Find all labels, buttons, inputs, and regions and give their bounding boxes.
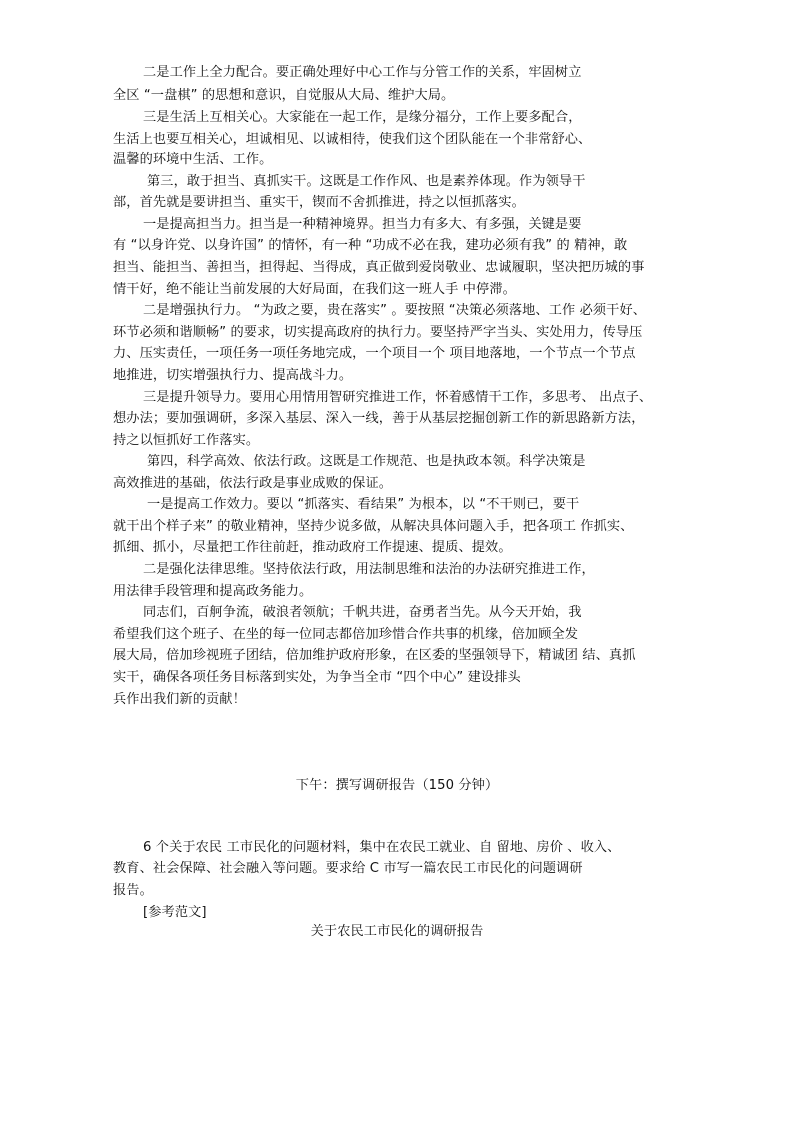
reference-label: [参考范文] — [143, 905, 207, 920]
paragraph-line: 地推进，切实增强执行力、提高战斗力。 — [113, 368, 353, 383]
paragraph-line: 全区 “一盘棋” 的思想和意识，自觉服从大局、维护大局。 — [113, 88, 455, 103]
paragraph-line: 情干好，绝不能让当前发展的大好局面，在我们这一班人手 中停滞。 — [113, 282, 516, 297]
paragraph-line: 温馨的环境中生活、工作。 — [113, 152, 273, 167]
paragraph-line: 力、压实责任，一项任务一项任务地完成，一个项目一个 项目地落地，一个节点一个节点 — [113, 346, 636, 361]
paragraph-line: 二是工作上全力配合。要正确处理好中心工作与分管工作的关系，牢固树立 — [143, 65, 582, 80]
task-line: 报告。 — [113, 883, 153, 898]
paragraph-line: 实干，确保各项任务目标落到实处，为争当全市 “四个中心” 建设排头 — [113, 670, 521, 685]
paragraph-line: 就干出个样子来” 的敬业精神，坚持少说多做，从解决具体问题入手，把各项工 作抓实、 — [113, 519, 634, 534]
paragraph-line: 抓细、抓小，尽量把工作往前赶，推动政府工作提速、提质、提效。 — [113, 540, 512, 555]
report-title: 关于农民工市民化的调研报告 — [310, 924, 484, 939]
paragraph-line: 三是提升领导力。要用心用情用智研究推进工作，怀着感情干工作，多思考、 出点子、 — [143, 390, 653, 405]
paragraph-line: 想办法；要加强调研，多深入基层、深入一线，善于从基层挖掘创新工作的新思路新方法， — [113, 411, 645, 426]
paragraph-line: 有 “以身许党、以身许国” 的情怀，有一种 “功成不必在我，建功必须有我” 的 精神，敢 — [113, 238, 628, 253]
paragraph-line: 部，首先就是要讲担当、重实干，锲而不舍抓推进，持之以恒抓落实。 — [113, 195, 525, 210]
paragraph-line: 一是提高工作效力。要以 “抓落实、看结果” 为根本，以 “不干则已，要干 — [147, 497, 580, 512]
paragraph-line: 高效推进的基础，依法行政是事业成败的保证。 — [113, 476, 393, 491]
paragraph-line: 同志们，百舸争流，破浪者领航；千帆共进，奋勇者当先。从今天开始，我 — [143, 605, 582, 620]
paragraph-line: 一是提高担当力。担当是一种精神境界。担当力有多大、有多强，关键是要 — [143, 217, 582, 232]
section-heading-line: 第三，敢于担当、真抓实干。这既是工作作风、也是素养体现。作为领导干 — [147, 174, 586, 189]
paragraph-line: 希望我们这个班子、在坐的每一位同志都倍加珍惜合作共事的机缘，倍加顾全发 — [113, 627, 579, 642]
section-heading-line: 第四，科学高效、依法行政。这既是工作规范、也是执政本领。科学决策是 — [147, 454, 586, 469]
paragraph-line: 担当、能担当、善担当，担得起、当得成，真正做到爱岗敬业、忠诚履职，坚决把历城的事 — [113, 260, 645, 275]
task-line: 6 个关于农民 工市民化的问题材料，集中在农民工就业、自 留地、房价 、收入、 — [143, 840, 621, 855]
paragraph-line: 二是增强执行力。 “为政之要，贵在落实” 。要按照 “决策必须落地、工作 必须干好、 — [143, 303, 647, 318]
paragraph-line: 二是强化法律思维。坚持依法行政，用法制思维和法治的办法研究推进工作， — [143, 562, 595, 577]
paragraph-line: 三是生活上互相关心。大家能在一起工作，是缘分福分，工作上要多配合， — [143, 110, 582, 125]
afternoon-heading: 下午：撰写调研报告（150 分钟） — [295, 778, 499, 793]
paragraph-line: 生活上也要互相关心，坦诚相见、以诚相待，使我们这个团队能在一个非常舒心、 — [113, 132, 592, 147]
paragraph-line: 环节必须和谐顺畅” 的要求，切实提高政府的执行力。要坚持严字当头、实处用力，传导压 — [113, 325, 643, 340]
paragraph-line: 持之以恒抓好工作落实。 — [113, 433, 260, 448]
task-line: 教育、社会保障、社会融入等问题。要求给 C 市写一篇农民工市民化的问题调研 — [113, 861, 583, 876]
paragraph-line: 用法律手段管理和提高政务能力。 — [113, 584, 313, 599]
paragraph-line: 展大局，倍加珍视班子团结，倍加维护政府形象，在区委的坚强领导下，精诚团 结、真抓 — [113, 648, 636, 663]
paragraph-line: 兵作出我们新的贡献！ — [113, 692, 246, 707]
